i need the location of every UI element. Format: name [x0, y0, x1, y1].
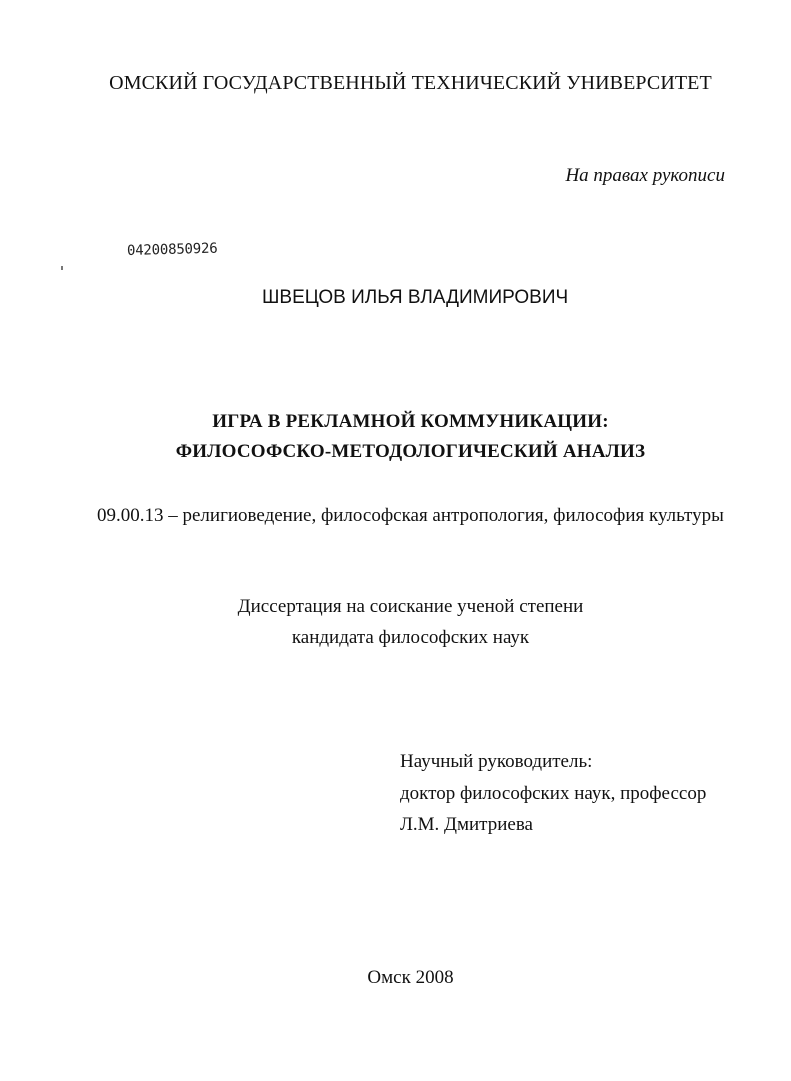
library-stamp-number: 04200850926: [126, 240, 218, 259]
specialty-code: 09.00.13 – религиоведение, философская антропология, философия культуры: [97, 505, 724, 526]
advisor-label: Научный руководитель:: [400, 751, 593, 772]
university-name: ОМСКИЙ ГОСУДАРСТВЕННЫЙ ТЕХНИЧЕСКИЙ УНИВЕРСИТЕТ: [109, 72, 712, 94]
city-year: Омск 2008: [367, 967, 454, 988]
scan-speck: [61, 266, 63, 270]
advisor-name: Л.М. Дмитриева: [400, 814, 533, 835]
dissertation-title-line-2: ФИЛОСОФСКО-МЕТОДОЛОГИЧЕСКИЙ АНАЛИЗ: [175, 441, 646, 462]
dissertation-title-line-1: ИГРА В РЕКЛАМНОЙ КОММУНИКАЦИИ:: [212, 411, 609, 432]
degree-statement-line-2: кандидата философских наук: [291, 627, 530, 648]
author-name: ШВЕЦОВ ИЛЬЯ ВЛАДИМИРОВИЧ: [262, 287, 569, 308]
degree-statement-line-1: Диссертация на соискание ученой степени: [237, 596, 584, 617]
manuscript-rights-note: На правах рукописи: [565, 165, 725, 186]
advisor-degree: доктор философских наук, профессор: [400, 783, 707, 804]
